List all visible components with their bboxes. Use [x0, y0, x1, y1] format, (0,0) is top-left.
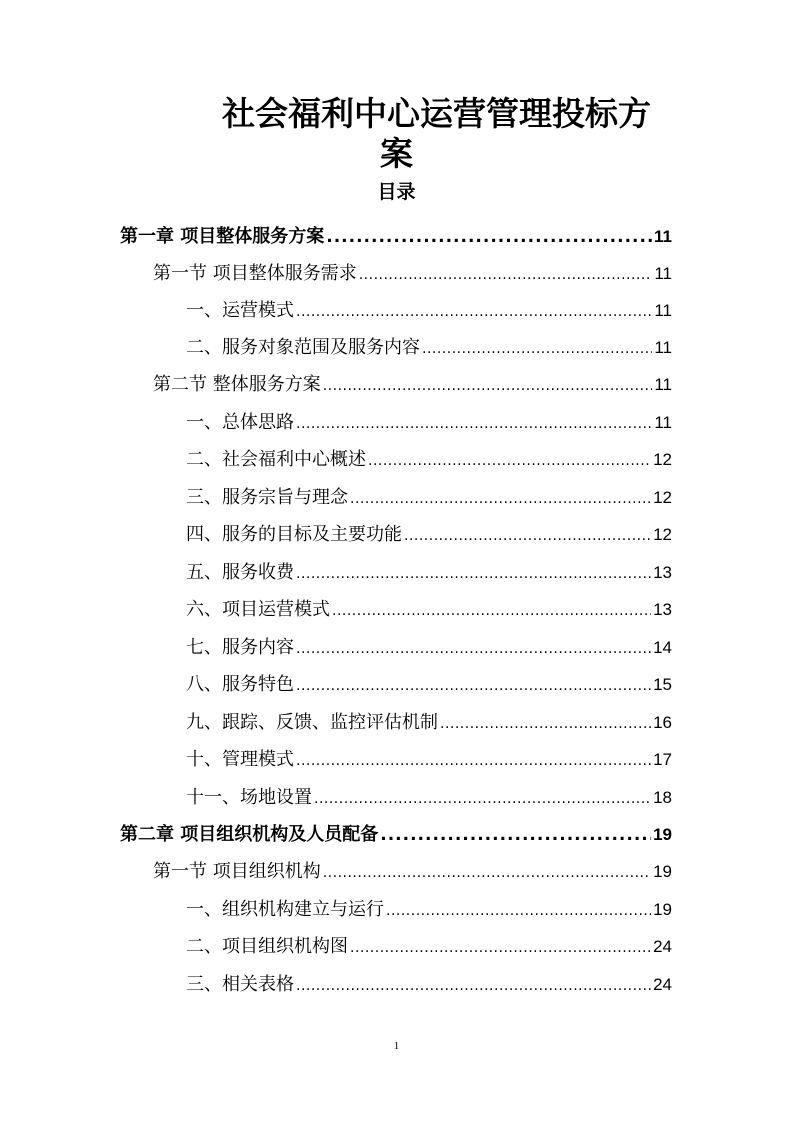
toc-entry-label: 八、服务特色	[186, 674, 294, 695]
toc-entry-page: 11	[654, 413, 672, 432]
toc-entry-label: 二、服务对象范围及服务内容	[186, 337, 420, 358]
toc-entry-subsection[interactable]	[186, 591, 672, 629]
toc-entry-label: 十一、场地设置	[186, 787, 312, 808]
toc-entry-subsection[interactable]	[186, 441, 672, 479]
toc-entry-label: 第一章 项目整体服务方案	[120, 226, 325, 247]
toc-entry-page: 19	[653, 862, 672, 881]
toc-entry-label: 五、服务收费	[186, 562, 294, 583]
toc-entry-subsection[interactable]	[186, 779, 672, 817]
toc-entry-page: 12	[653, 488, 672, 507]
document-title-line-2: 案	[380, 134, 413, 173]
toc-entry-subsection[interactable]	[186, 966, 672, 1004]
toc-entry-subsection[interactable]	[186, 516, 672, 554]
toc-entry-subsection[interactable]	[186, 704, 672, 742]
toc-entry-subsection[interactable]	[186, 666, 672, 704]
toc-entry-page: 11	[654, 338, 672, 357]
toc-entry-label: 一、组织机构建立与运行	[186, 899, 384, 920]
toc-entry-subsection[interactable]	[186, 891, 672, 929]
toc-entry-subsection[interactable]	[186, 554, 672, 592]
toc-leader-dots	[296, 630, 651, 668]
toc-entry-page: 19	[653, 900, 672, 919]
toc-leader-dots	[350, 480, 651, 518]
toc-leader-dots	[296, 742, 651, 780]
toc-entry-page: 11	[654, 301, 672, 320]
toc-entry-section[interactable]	[153, 255, 672, 293]
toc-entry-page: 15	[653, 675, 672, 694]
toc-entry-section[interactable]	[153, 853, 672, 891]
toc-leader-dots	[422, 330, 652, 368]
toc-entry-label: 第一节 项目组织机构	[153, 861, 321, 882]
toc-entry-page: 14	[653, 638, 672, 657]
toc-entry-label: 七、服务内容	[186, 637, 294, 658]
toc-leader-dots	[332, 592, 651, 630]
toc-entry-page: 24	[653, 975, 672, 994]
toc-leader-dots	[296, 667, 651, 705]
toc-entry-label: 九、跟踪、反馈、监控评估机制	[186, 712, 438, 733]
toc-leader-dots	[380, 816, 651, 854]
toc-entry-subsection[interactable]	[186, 629, 672, 667]
toc-leader-dots	[296, 405, 652, 443]
toc-entry-label: 二、社会福利中心概述	[186, 449, 366, 470]
page-number: 1	[393, 1040, 400, 1052]
toc-entry-page: 19	[653, 825, 672, 844]
toc-leader-dots	[296, 293, 652, 331]
toc-entry-subsection[interactable]	[186, 479, 672, 517]
toc-leader-dots	[296, 967, 651, 1005]
toc-leader-dots	[386, 892, 651, 930]
toc-entry-page: 13	[653, 600, 672, 619]
toc-entry-subsection[interactable]	[186, 329, 672, 367]
toc-heading: 目录	[377, 181, 416, 203]
toc-leader-dots	[326, 218, 652, 256]
toc-entry-page: 17	[653, 750, 672, 769]
toc-entry-label: 四、服务的目标及主要功能	[186, 524, 402, 545]
toc-entry-label: 一、总体思路	[186, 412, 294, 433]
toc-entry-label: 三、服务宗旨与理念	[186, 487, 348, 508]
toc-leader-dots	[404, 517, 651, 555]
toc-entry-page: 11	[654, 227, 672, 246]
toc-entry-page: 16	[653, 713, 672, 732]
toc-entry-label: 十、管理模式	[186, 749, 294, 770]
toc-leader-dots	[350, 929, 651, 967]
toc-entry-page: 12	[653, 450, 672, 469]
toc-entry-section[interactable]	[153, 366, 672, 404]
toc-entry-chapter[interactable]	[120, 816, 672, 854]
toc-entry-page: 11	[654, 375, 672, 394]
toc-entry-subsection[interactable]	[186, 292, 672, 330]
toc-leader-dots	[323, 367, 653, 405]
toc-entry-page: 24	[653, 937, 672, 956]
toc-entry-subsection[interactable]	[186, 928, 672, 966]
toc-entry-label: 第二章 项目组织机构及人员配备	[120, 824, 379, 845]
toc-leader-dots	[296, 555, 651, 593]
toc-entry-label: 三、相关表格	[186, 974, 294, 995]
toc-leader-dots	[440, 705, 651, 743]
toc-leader-dots	[314, 780, 651, 818]
toc-leader-dots	[368, 442, 651, 480]
toc-entry-label: 第一节 项目整体服务需求	[153, 263, 357, 284]
toc-leader-dots	[359, 256, 653, 294]
toc-entry-chapter[interactable]	[120, 218, 672, 256]
toc-entry-page: 12	[653, 525, 672, 544]
toc-entry-page: 13	[653, 563, 672, 582]
toc-leader-dots	[323, 854, 651, 892]
toc-entry-page: 18	[653, 788, 672, 807]
toc-entry-label: 一、运营模式	[186, 300, 294, 321]
toc-entry-label: 第二节 整体服务方案	[153, 374, 321, 395]
document-title-line-1: 社会福利中心运营管理投标方	[222, 94, 651, 133]
toc-entry-subsection[interactable]	[186, 741, 672, 779]
toc-entry-label: 六、项目运营模式	[186, 599, 330, 620]
toc-entry-subsection[interactable]	[186, 404, 672, 442]
toc-entry-label: 二、项目组织机构图	[186, 936, 348, 957]
toc-entry-page: 11	[654, 264, 672, 283]
